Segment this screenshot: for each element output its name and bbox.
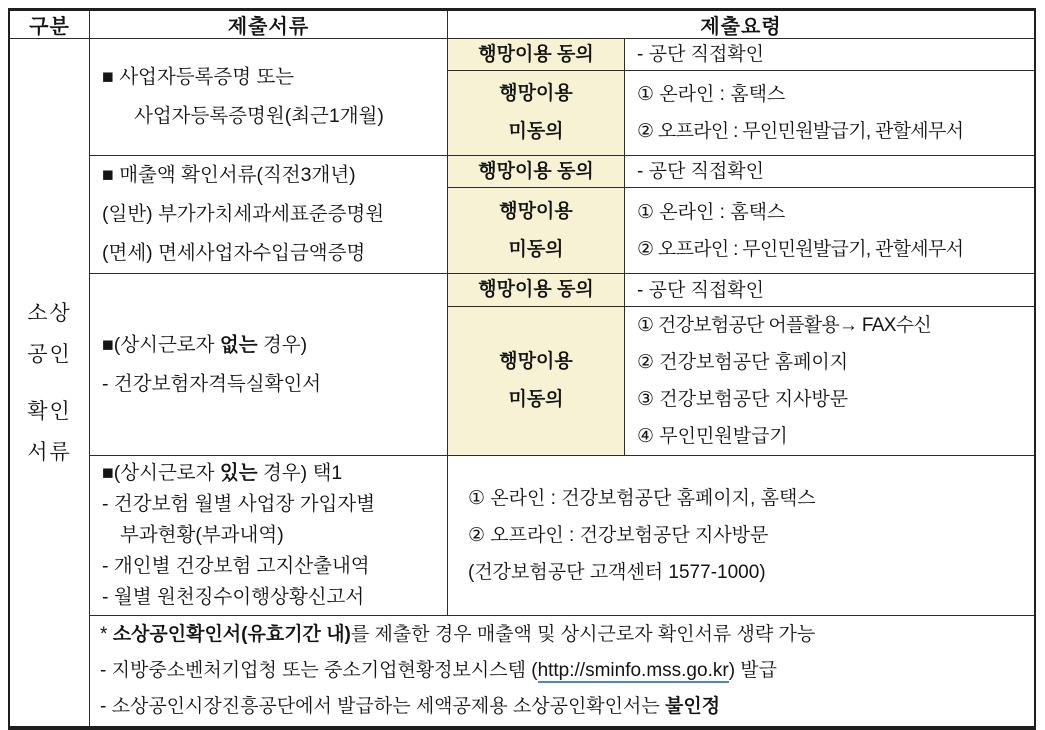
method-line: ② 오프라인 : 무인민원발급기, 관할세무서: [637, 238, 964, 260]
method-line: ① 온라인 : 홈택스: [637, 201, 786, 223]
docs-sales-confirmation: [90, 156, 448, 274]
header-method: [448, 11, 1034, 39]
footnote-line: - 지방중소벤처기업청 또는 중소기업현황정보시스템 (http://sminfo.mss.go.kr) 발급: [100, 660, 778, 681]
doc-line: (일반) 부가가치세과세표준증명원: [102, 203, 385, 225]
category-line: 소상: [27, 301, 72, 325]
doc-line: - 건강보험자격득실확인서: [102, 372, 322, 395]
employees-methods: [448, 456, 1034, 616]
method-line: ② 오프라인 : 건강보험공단 지사방문: [468, 525, 769, 546]
doc-line: 부과현황(부과내역): [120, 524, 284, 546]
header-category: [10, 11, 90, 39]
footnote-line: - 소상공인시장진흥공단에서 발급하는 세액공제용 소상공인확인서는 불인정: [100, 696, 721, 717]
doc-line: ■(상시근로자 없는 경우): [102, 333, 308, 356]
consent-method: - 공단 직접확인: [625, 39, 1034, 71]
method-line: ② 건강보험공단 홈페이지: [637, 352, 849, 373]
network-consent-label: 행망이용 동의: [448, 39, 625, 71]
sminfo-link[interactable]: http://sminfo.mss.go.kr: [537, 660, 729, 681]
method-line: ① 온라인 : 홈택스: [637, 84, 786, 105]
doc-line: ■ 매출액 확인서류(직전3개년): [102, 164, 356, 186]
doc-line: ■(상시근로자 있는 경우) 택1: [102, 462, 343, 484]
doc-line: - 건강보험 월별 사업장 가입자별: [102, 493, 376, 515]
consent-method: - 공단 직접확인: [625, 156, 1034, 188]
method-line: (건강보험공단 고객센터 1577-1000): [468, 562, 766, 583]
doc-line: - 개인별 건강보험 고지산출내역: [102, 555, 370, 577]
method-line: ④ 무인민원발급기: [637, 426, 788, 447]
header-documents-label: 제출서류: [227, 16, 310, 38]
nonconsent-methods: [625, 307, 1034, 456]
docs-has-employees: [90, 456, 448, 616]
doc-line: - 월별 원천징수이행상황신고서: [102, 586, 365, 608]
header-method-label: 제출요령: [700, 16, 782, 38]
header-documents: [90, 11, 448, 39]
footnote-line: * 소상공인확인서(유효기간 내)를 제출한 경우 매출액 및 상시근로자 확인서류 생략 가능: [100, 624, 816, 645]
method-line: ② 오프라인 : 무인민원발급기, 관할세무서: [637, 121, 964, 142]
method-line: ① 온라인 : 건강보험공단 홈페이지, 홈택스: [468, 488, 816, 509]
network-consent-label: 행망이용 동의: [448, 156, 625, 188]
network-nonconsent-label: 행망이용 미동의: [448, 188, 625, 274]
doc-line: ■ 사업자등록증명 또는: [102, 66, 295, 88]
method-line: ① 건강보험공단 어플활용→ FAX수신: [637, 315, 932, 336]
header-category-label: 구분: [29, 16, 70, 38]
category-line: 공인: [27, 342, 72, 366]
network-nonconsent-label: 행망이용 미동의: [448, 71, 625, 156]
category-cell: [10, 39, 90, 726]
nonconsent-methods: [625, 71, 1034, 156]
docs-no-employees: [90, 274, 448, 456]
method-line: ③ 건강보험공단 지사방문: [637, 389, 849, 410]
category-line: 확인: [27, 399, 72, 423]
network-nonconsent-label: 행망이용 미동의: [448, 307, 625, 456]
doc-line: (면세) 면세사업자수입금액증명: [102, 242, 366, 264]
docs-business-registration: [90, 39, 448, 156]
network-consent-label: 행망이용 동의: [448, 274, 625, 307]
footnote: [90, 616, 1034, 726]
consent-method: - 공단 직접확인: [625, 274, 1034, 307]
nonconsent-methods: [625, 188, 1034, 274]
doc-line: 사업자등록증명원(최근1개월): [134, 105, 384, 127]
category-line: 서류: [27, 440, 72, 464]
submission-documents-table: [8, 8, 1036, 730]
